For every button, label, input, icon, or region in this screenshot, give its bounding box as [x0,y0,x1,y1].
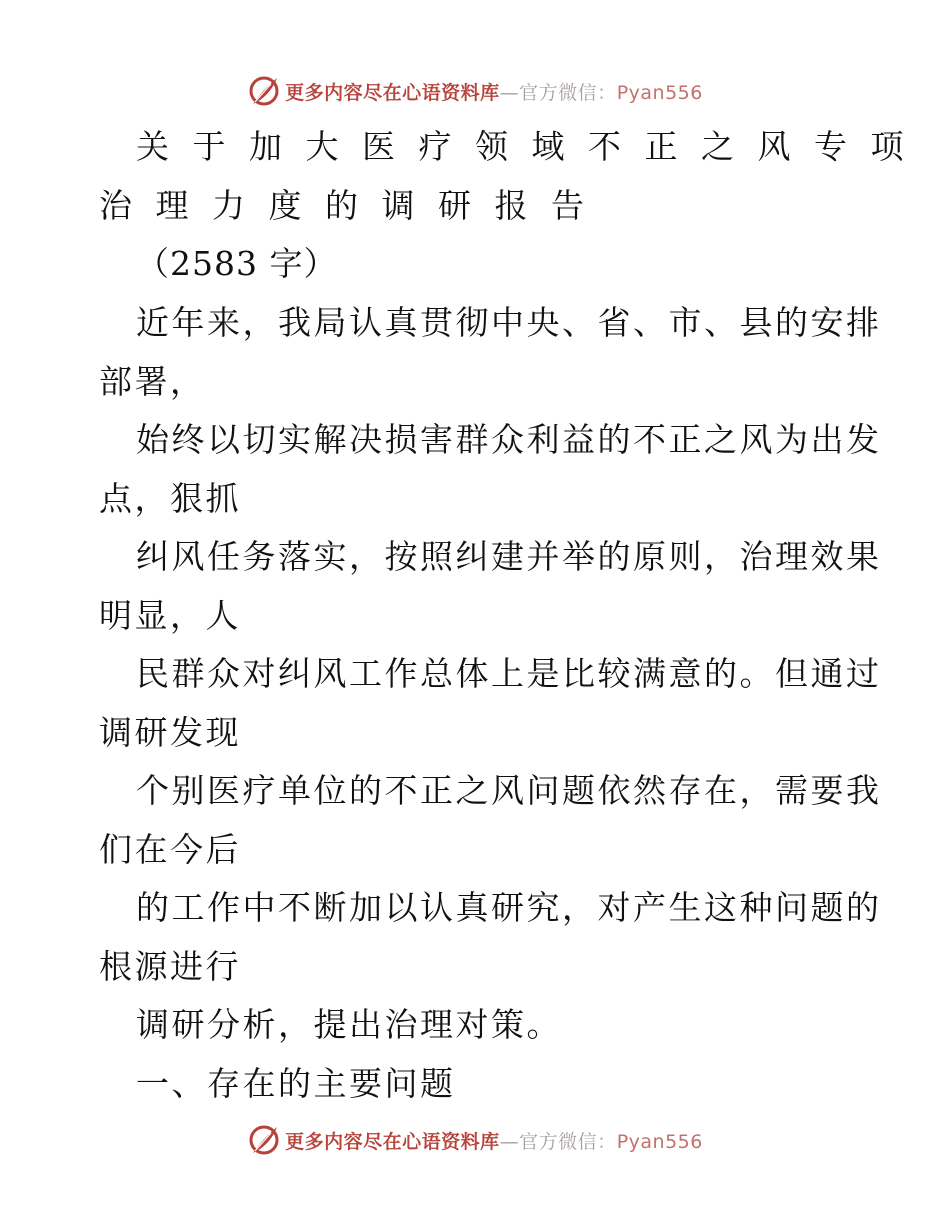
watermark-text [285,78,703,105]
paragraph-line: 们在今后 [99,830,241,869]
paragraph-line: 个别医疗单位的不正之风问题依然存在，需要我 [136,771,882,810]
header-watermark [0,71,950,111]
title-line-2: 治理力度的调研报告 [99,186,608,225]
word-count: （2583 字） [136,244,338,283]
watermark-wechat-label: —官方微信： [499,81,617,104]
paragraph-line: 民群众对纠风工作总体上是比较满意的。但通过 [136,654,882,693]
paragraph-line: 点，狠抓 [99,479,241,518]
title-line-1: 关于加大医疗领域不正之风专项 [136,127,927,166]
watermark-brand-text: 更多内容尽在心语资料库 [285,81,500,104]
paragraph-line: 根源进行 [99,947,241,986]
section-heading: 一、存在的主要问题 [136,1064,456,1103]
feather-logo-icon [247,74,281,108]
paragraph-line: 近年来，我局认真贯彻中央、省、市、县的安排 [136,303,882,342]
paragraph-line: 的工作中不断加以认真研究，对产生这种问题的 [136,888,882,927]
paragraph-line: 始终以切实解决损害群众利益的不正之风为出发 [136,420,882,459]
feather-logo-icon [247,1123,281,1157]
paragraph-line: 纠风任务落实，按照纠建并举的原则，治理效果 [136,537,882,576]
watermark-wechat-label: —官方微信： [499,1130,617,1153]
watermark-brand-text: 更多内容尽在心语资料库 [285,1130,500,1153]
paragraph-line: 调研分析，提出治理对策。 [136,1005,562,1044]
paragraph-line: 部署， [99,362,206,401]
footer-watermark [0,1120,950,1160]
watermark-wechat-id: Pyan556 [616,81,703,104]
watermark-wechat-id: Pyan556 [616,1130,703,1153]
paragraph-line: 明显，人 [99,596,241,635]
paragraph-line: 调研发现 [99,713,241,752]
watermark-text [285,1127,703,1154]
